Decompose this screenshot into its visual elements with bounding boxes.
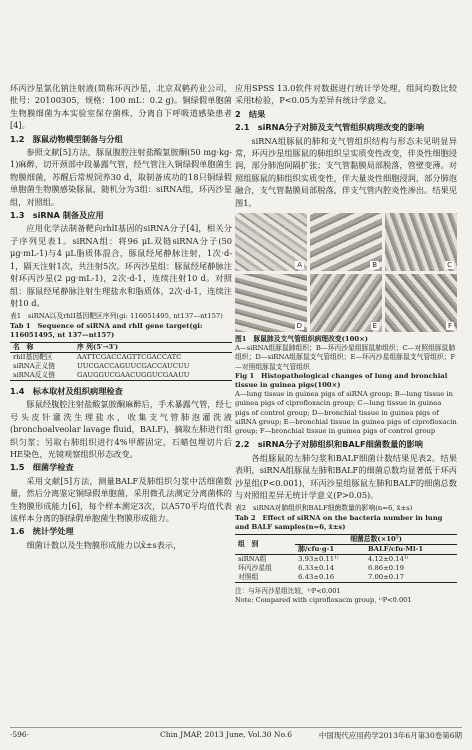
table2-caption bbox=[235, 504, 457, 532]
section-1-2-text: 参照文献[5]方法，豚鼠腹腔注射盐酸氯胺酮(50 mg·kg-1)麻醉，切开颈部中段暴露气管，经气管注入铜绿假单胞菌生物膜细菌，苏醒后常规饲养30 d，取制备成功的18只铜绿假单胞菌生物膜感染豚鼠，随机分为3组：siRNA组，环丙沙星组，对照组。 bbox=[10, 147, 232, 207]
panel-label: D bbox=[296, 322, 302, 331]
section-2-heading: 2 结果 bbox=[235, 108, 266, 119]
fig1-caption-en: Fig 1 Histopathological changes of lung and bronchial tissue in guinea pigs(100×) bbox=[235, 371, 448, 390]
micrograph-panel-b bbox=[310, 213, 382, 271]
section-2-2-text: 各组豚鼠的左肺匀浆和BALF细菌计数结果见表2。结果表明，siRNA组豚鼠左肺和BALF的细菌总数均显著低于环丙沙星组(P<0.001)，环丙沙星组豚鼠左肺和BALF的细菌总数与对照组差异无统计学意义(P>0.05)。 bbox=[235, 452, 457, 500]
section-1-5-heading: 1.5 细菌学检查 bbox=[10, 462, 74, 473]
table2-cell: 环丙沙星组 bbox=[238, 563, 272, 572]
section-1-4-heading: 1.4 标本取材及组织病理检查 bbox=[10, 385, 123, 396]
section-1-6-heading: 1.6 统计学处理 bbox=[10, 526, 74, 537]
table2-cell: 3.93±0.11¹⁾ bbox=[298, 554, 339, 563]
figure1-caption bbox=[235, 335, 457, 436]
table-row bbox=[10, 352, 232, 362]
table2-cell: 对照组 bbox=[238, 572, 259, 581]
section-1-5-text: 采用文献[5]方法，测量BALF及肺组织匀浆中活细菌数量，然后分离鉴定铜绿假单胞菌，采用微孔法测定分离菌株的生物膜形成能力[6]，每个样本测定3次，以A570平均值代表该样本分离的铜绿假单胞菌生物膜形成能力。 bbox=[10, 475, 232, 523]
table1-cell: siRNA正义链 bbox=[13, 361, 56, 370]
panel-label: B bbox=[372, 261, 377, 270]
table2-caption-en: Tab 2 Effect of siRNA on the bacteria number in lung and BALF samples(n=6, x̄±s) bbox=[235, 513, 443, 531]
section-1-2-heading: 1.2 豚鼠动物模型制备与分组 bbox=[10, 133, 123, 144]
micrograph-panel-a bbox=[235, 213, 307, 271]
table2-group-header: 组 别 bbox=[238, 539, 259, 548]
page-footer bbox=[10, 727, 462, 740]
table1-cell: UUCGACCAGUUCGACCAUCUU bbox=[77, 361, 190, 370]
table1-cell: GAUGGUCGAACUGGUCGAAUU bbox=[77, 370, 190, 379]
table1-caption-cn: 表1 siRNA以及rhlI基因靶区序列(gi: 116051495, nt137—nt157) bbox=[10, 312, 223, 321]
table2 bbox=[235, 534, 457, 583]
table-row bbox=[235, 573, 457, 583]
micrograph-panel-c bbox=[385, 213, 457, 271]
section-1-6-text: 细菌计数以及生物膜形成能力以x̄±s表示， bbox=[26, 539, 182, 550]
table1-cell: siRNA反义链 bbox=[13, 370, 56, 379]
table2-cell: 6.43±0.16 bbox=[298, 572, 335, 581]
table-row bbox=[235, 554, 457, 564]
micrograph-panel-e bbox=[310, 274, 382, 332]
table2-note-en: Note: Compared with ciprofloxacin group, ¹⁾P<0.001 bbox=[235, 595, 412, 604]
table2-cell: 6.33±0.14 bbox=[298, 563, 335, 572]
section-2-1-heading: 2.1 siRNA分子对肺及支气管组织病理改变的影响 bbox=[235, 122, 425, 133]
table2-span-header: 细菌总数(×10⁵) bbox=[295, 534, 457, 544]
table2-lung-header: 肺/cfu·g-1 bbox=[298, 544, 335, 553]
table1-caption bbox=[10, 312, 232, 340]
table1-header-sequence: 序 列(5′→3′) bbox=[77, 342, 119, 351]
panel-label: E bbox=[372, 322, 377, 331]
section-1-3-text: 应用化学法制备靶向rhlI基因的siRNA分子[4]，相关分子序列见表1。siRNA组：将96 μL双链siRNA分子(50 μg·mL-1)与4 μL脂质体混合，豚鼠经尾静脉注射，1次·d-1，隔天注射1次，共注射5次。环丙沙星组：豚鼠经尾静脉注射环丙沙星(2 μg·mL-1)，2次·d-1，连续注射10 d。对照组：豚鼠经尾静脉注射生理盐水和脂质体，2次·d-1，连续注射10 d。 bbox=[10, 223, 232, 308]
table2-balf-header: BALF/cfu·Ml-1 bbox=[367, 544, 424, 553]
panel-label: A bbox=[297, 261, 302, 270]
table1-header-name: 名 称 bbox=[13, 342, 34, 351]
section-1-4-text: 豚鼠经腹腔注射盐酸氯胺酮麻醉后，手术暴露气管，经七号头皮针灌洗生理盐水，收集支气管肺泡灌洗液(bronchoalveolar lavage fluid，BALF)，摘取左肺进行组织匀浆；另取右肺组织进行4%甲醛固定，石蜡包埋切片后HE染色，光镜观察组织形态改变。 bbox=[10, 399, 232, 459]
table2-caption-cn: 表2 siRNA对肺组织和BALF细菌数量的影响(n=6, x̄±s) bbox=[235, 504, 413, 513]
table-row bbox=[10, 371, 232, 381]
intro-paragraph: 环丙沙星氯化钠注射液(简称环丙沙星，北京双鹤药业公司，批号：20100305，规格：100 mL：0.2 g)。铜绿假单胞菌生物膜细菌为本实验室保存菌株，分离自下呼吸道感染患者[4]。 bbox=[10, 83, 232, 131]
section-1-3-heading: 1.3 siRNA 制备及应用 bbox=[10, 210, 104, 221]
panel-label: F bbox=[447, 322, 452, 331]
section-2-1-text: siRNA组豚鼠的肺和支气管组织结构与形态未见明显异常，环丙沙星组豚鼠的肺组织呈实质变性改变，伴炎性细胞浸润，部分肺泡间隔扩张；支气管黏膜局部脱落，管壁变薄。对照组豚鼠的肺组织实质变性，伴大量炎性细胞浸润，部分肺泡融合，支气管黏膜局部脱落，伴支气管内腔炎性渗出。结果见图1。 bbox=[235, 135, 457, 208]
journal-citation-en: Chin JMAP, 2013 June, Vol.30 No.6 bbox=[160, 730, 292, 739]
table2-cell: 6.86±0.19 bbox=[367, 563, 404, 572]
page-number: ·596· bbox=[10, 730, 30, 739]
table-row bbox=[10, 362, 232, 371]
stats-paragraph: 应用SPSS 13.0软件对数据进行统计学处理，组间均数比较采用t检验，P<0.05为差异有统计学意义。 bbox=[235, 83, 457, 106]
left-column bbox=[10, 82, 232, 551]
table2-cell: 7.00±0.17 bbox=[367, 572, 404, 581]
table2-cell: 4.12±0.14¹⁾ bbox=[367, 554, 409, 563]
micrograph-panel-d bbox=[235, 274, 307, 332]
table1-caption-en: Tab 1 Sequence of siRNA and rhlI gene target(gi: 116051495, nt 137—nt157) bbox=[10, 321, 203, 339]
fig1-caption-en-detail: A—lung tissue in guinea pigs of siRNA group; B—lung tissue in guinea pigs of ciprofloxacin group; C—lung tissue in guinea pigs of control group; D—bronchial tissue in guinea pigs of siRNA group; E—bronchial tissue in guinea pigs of ciprofloxacin group; F—bronchial tissue in guinea pigs of control group bbox=[235, 390, 457, 436]
micrograph-panel-f bbox=[385, 274, 457, 332]
fig1-caption-cn: 图1 豚鼠肺及支气管组织病理改变(100×) bbox=[235, 335, 368, 344]
table1-cell: AATTCGACCAGTTCGACCATC bbox=[77, 352, 182, 361]
table2-cell: siRNA组 bbox=[238, 554, 267, 563]
table2-note-cn: 注：与环丙沙星组比较，¹⁾P<0.001 bbox=[235, 586, 341, 595]
panel-label: C bbox=[447, 261, 452, 270]
table1 bbox=[10, 342, 232, 381]
journal-citation-cn: 中国现代应用药学2013年6月第30卷第6期 bbox=[318, 731, 462, 740]
table-row bbox=[235, 564, 457, 573]
table1-cell: rhlI基因靶区 bbox=[13, 352, 53, 361]
fig1-caption-cn-detail: A—siRNA组豚鼠肺组织；B—环丙沙星组豚鼠肺组织；C—对照组豚鼠肺组织；D—siRNA组豚鼠支气管组织；E—环丙沙星组豚鼠支气管组织；F—对照组豚鼠支气管组织 bbox=[235, 344, 456, 371]
figure1-micrographs bbox=[235, 213, 457, 332]
section-2-2-heading: 2.2 siRNA分子对肺组织和BALF细菌数量的影响 bbox=[235, 439, 423, 450]
right-column bbox=[235, 82, 457, 605]
